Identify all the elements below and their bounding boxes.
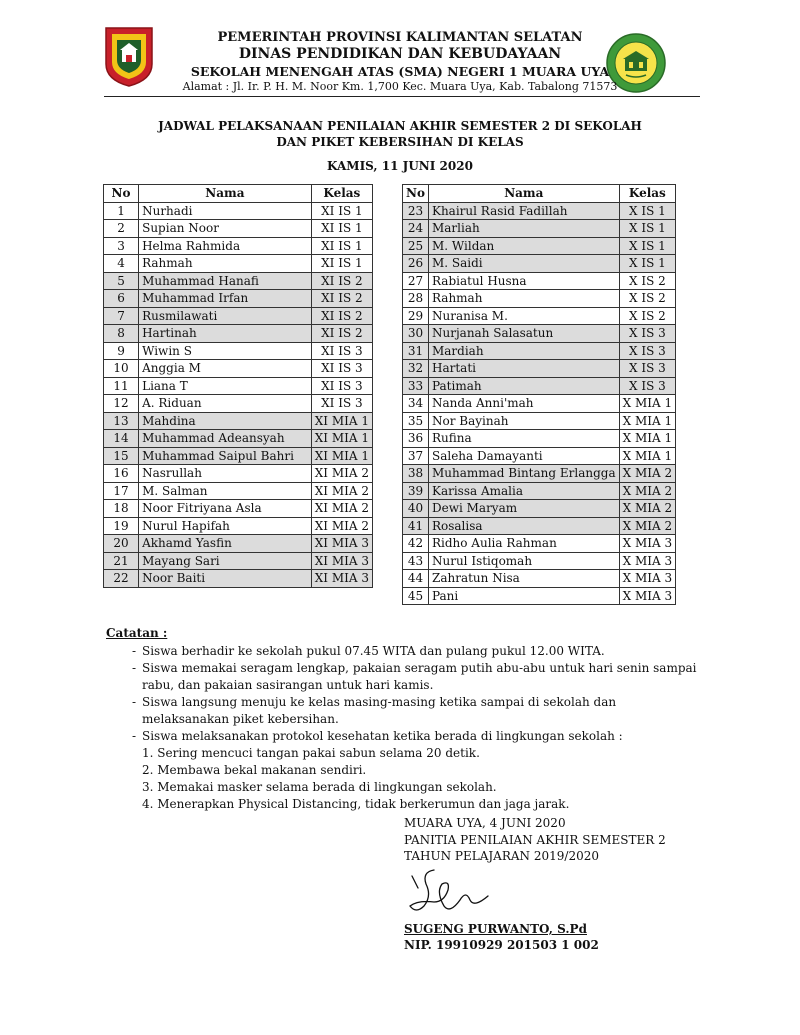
table-row bbox=[403, 290, 676, 308]
table-row bbox=[104, 290, 373, 308]
cell-kelas: XI MIA 1 bbox=[311, 412, 372, 430]
cell-kelas: XI MIA 2 bbox=[311, 500, 372, 518]
signature-place-date: MUARA UYA, 4 JUNI 2020 bbox=[404, 816, 566, 830]
cell-nama: Zahratun Nisa bbox=[428, 570, 619, 588]
cell-kelas: XI IS 3 bbox=[311, 395, 372, 413]
cell-no: 21 bbox=[104, 552, 139, 570]
table-row bbox=[104, 307, 373, 325]
header-address: Alamat : Jl. Ir. P. H. M. Noor Km. 1,700 Kec. Muara Uya, Kab. Tabalong 71573 bbox=[182, 80, 618, 93]
cell-no: 7 bbox=[104, 307, 139, 325]
cell-kelas: X MIA 2 bbox=[619, 482, 676, 500]
cell-no: 12 bbox=[104, 395, 139, 413]
cell-no: 41 bbox=[403, 517, 429, 535]
cell-no: 29 bbox=[403, 307, 429, 325]
cell-no: 34 bbox=[403, 395, 429, 413]
protocol-item: 1. Sering mencuci tangan pakai sabun selama 20 detik. bbox=[142, 746, 480, 760]
cell-nama: Nor Bayinah bbox=[428, 412, 619, 430]
table-row bbox=[403, 202, 676, 220]
table-row bbox=[104, 482, 373, 500]
table-row bbox=[403, 482, 676, 500]
cell-nama: Dewi Maryam bbox=[428, 500, 619, 518]
cell-no: 4 bbox=[104, 255, 139, 273]
cell-no: 14 bbox=[104, 430, 139, 448]
cell-kelas: X IS 1 bbox=[619, 202, 676, 220]
cell-no: 31 bbox=[403, 342, 429, 360]
table-row bbox=[403, 535, 676, 553]
protocol-item: 2. Membawa bekal makanan sendiri. bbox=[142, 763, 367, 777]
cell-nama: Muhammad Bintang Erlangga bbox=[428, 465, 619, 483]
cell-no: 1 bbox=[104, 202, 139, 220]
cell-kelas: X IS 2 bbox=[619, 272, 676, 290]
table-row bbox=[104, 517, 373, 535]
cell-kelas: XI MIA 3 bbox=[311, 570, 372, 588]
cell-no: 16 bbox=[104, 465, 139, 483]
table-row bbox=[104, 202, 373, 220]
cell-nama: M. Wildan bbox=[428, 237, 619, 255]
cell-no: 13 bbox=[104, 412, 139, 430]
table-row bbox=[104, 255, 373, 273]
table-row bbox=[104, 500, 373, 518]
cell-no: 33 bbox=[403, 377, 429, 395]
table-row bbox=[403, 220, 676, 238]
cell-no: 35 bbox=[403, 412, 429, 430]
cell-no: 27 bbox=[403, 272, 429, 290]
table-row bbox=[403, 517, 676, 535]
cell-nama: Khairul Rasid Fadillah bbox=[428, 202, 619, 220]
cell-no: 26 bbox=[403, 255, 429, 273]
cell-no: 2 bbox=[104, 220, 139, 238]
cell-nama: Nurul Hapifah bbox=[139, 517, 312, 535]
cell-no: 45 bbox=[403, 587, 429, 605]
cell-nama: Rahmah bbox=[428, 290, 619, 308]
cell-nama: Noor Baiti bbox=[139, 570, 312, 588]
column-header-no: No bbox=[104, 185, 139, 203]
cell-nama: Mahdina bbox=[139, 412, 312, 430]
cell-no: 5 bbox=[104, 272, 139, 290]
cell-nama: Akhamd Yasfin bbox=[139, 535, 312, 553]
cell-kelas: XI MIA 1 bbox=[311, 430, 372, 448]
cell-no: 11 bbox=[104, 377, 139, 395]
protocol-item: 3. Memakai masker selama berada di lingkungan sekolah. bbox=[142, 780, 497, 794]
cell-kelas: XI IS 1 bbox=[311, 202, 372, 220]
cell-no: 38 bbox=[403, 465, 429, 483]
cell-nama: Muhammad Hanafi bbox=[139, 272, 312, 290]
cell-no: 3 bbox=[104, 237, 139, 255]
signature-year: TAHUN PELAJARAN 2019/2020 bbox=[404, 849, 599, 863]
cell-no: 39 bbox=[403, 482, 429, 500]
cell-kelas: X IS 3 bbox=[619, 342, 676, 360]
cell-nama: Nurjanah Salasatun bbox=[428, 325, 619, 343]
schedule-date: KAMIS, 11 JUNI 2020 bbox=[327, 159, 473, 173]
cell-no: 17 bbox=[104, 482, 139, 500]
cell-kelas: X IS 1 bbox=[619, 237, 676, 255]
note-item: - Siswa memakai seragam lengkap, pakaian seragam putih abu-abu untuk hari senin sampai rabu, dan pakaian sasirangan untuk hari kamis. bbox=[132, 661, 697, 692]
cell-kelas: XI MIA 3 bbox=[311, 552, 372, 570]
cell-no: 24 bbox=[403, 220, 429, 238]
protocol-item: 4. Menerapkan Physical Distancing, tidak berkerumun dan jaga jarak. bbox=[142, 797, 570, 811]
cell-kelas: X IS 3 bbox=[619, 360, 676, 378]
signature-committee: PANITIA PENILAIAN AKHIR SEMESTER 2 bbox=[404, 832, 666, 847]
signature-block bbox=[404, 815, 666, 865]
cell-no: 18 bbox=[104, 500, 139, 518]
cell-kelas: X IS 1 bbox=[619, 220, 676, 238]
cell-nama: Wiwin S bbox=[139, 342, 312, 360]
table-row bbox=[104, 465, 373, 483]
note-item: - Siswa berhadir ke sekolah pukul 07.45 WITA dan pulang pukul 12.00 WITA. bbox=[132, 644, 605, 658]
cell-kelas: XI MIA 2 bbox=[311, 482, 372, 500]
cell-nama: Hartati bbox=[428, 360, 619, 378]
cell-kelas: X MIA 1 bbox=[619, 447, 676, 465]
student-table-right bbox=[402, 184, 676, 605]
table-row bbox=[104, 412, 373, 430]
cell-no: 9 bbox=[104, 342, 139, 360]
cell-nama: Muhammad Irfan bbox=[139, 290, 312, 308]
signatory-nip: NIP. 19910929 201503 1 002 bbox=[404, 938, 599, 952]
cell-kelas: X MIA 3 bbox=[619, 570, 676, 588]
cell-nama: Liana T bbox=[139, 377, 312, 395]
cell-no: 10 bbox=[104, 360, 139, 378]
cell-nama: Nurhadi bbox=[139, 202, 312, 220]
cell-kelas: X MIA 3 bbox=[619, 587, 676, 605]
cell-no: 8 bbox=[104, 325, 139, 343]
column-header-kelas: Kelas bbox=[619, 185, 676, 203]
cell-kelas: XI IS 1 bbox=[311, 220, 372, 238]
cell-kelas: X MIA 2 bbox=[619, 500, 676, 518]
cell-nama: Nuranisa M. bbox=[428, 307, 619, 325]
cell-kelas: XI IS 2 bbox=[311, 325, 372, 343]
note-text: Siswa melaksanakan protokol kesehatan ketika berada di lingkungan sekolah : bbox=[142, 729, 623, 743]
cell-kelas: X IS 3 bbox=[619, 377, 676, 395]
table-row bbox=[104, 220, 373, 238]
table-row bbox=[104, 552, 373, 570]
cell-nama: M. Saidi bbox=[428, 255, 619, 273]
cell-kelas: XI MIA 1 bbox=[311, 447, 372, 465]
header-divider bbox=[104, 96, 700, 97]
table-row bbox=[403, 395, 676, 413]
note-text: Siswa berhadir ke sekolah pukul 07.45 WITA dan pulang pukul 12.00 WITA. bbox=[142, 644, 605, 658]
cell-no: 42 bbox=[403, 535, 429, 553]
note-item: - Siswa melaksanakan protokol kesehatan ketika berada di lingkungan sekolah : bbox=[132, 729, 623, 743]
table-row bbox=[403, 430, 676, 448]
cell-nama: Pani bbox=[428, 587, 619, 605]
cell-kelas: X MIA 1 bbox=[619, 430, 676, 448]
cell-kelas: XI IS 2 bbox=[311, 272, 372, 290]
table-row bbox=[403, 325, 676, 343]
cell-kelas: XI IS 2 bbox=[311, 307, 372, 325]
column-header-nama: Nama bbox=[139, 185, 312, 203]
table-row bbox=[104, 395, 373, 413]
header-government: PEMERINTAH PROVINSI KALIMANTAN SELATAN bbox=[217, 30, 583, 45]
cell-no: 44 bbox=[403, 570, 429, 588]
table-row bbox=[403, 570, 676, 588]
table-row bbox=[403, 552, 676, 570]
header-school: SEKOLAH MENENGAH ATAS (SMA) NEGERI 1 MUARA UYA bbox=[190, 64, 610, 79]
note-text: Siswa langsung menuju ke kelas masing-masing ketika sampai di sekolah dan melaksanakan piket kebersihan. bbox=[142, 695, 617, 726]
cell-nama: Rosalisa bbox=[428, 517, 619, 535]
cell-nama: Supian Noor bbox=[139, 220, 312, 238]
cell-no: 22 bbox=[104, 570, 139, 588]
cell-no: 37 bbox=[403, 447, 429, 465]
student-table-left bbox=[103, 184, 373, 588]
cell-kelas: XI MIA 2 bbox=[311, 465, 372, 483]
column-header-nama: Nama bbox=[428, 185, 619, 203]
table-row bbox=[403, 255, 676, 273]
cell-no: 15 bbox=[104, 447, 139, 465]
cell-nama: Muhammad Saipul Bahri bbox=[139, 447, 312, 465]
cell-nama: Ridho Aulia Rahman bbox=[428, 535, 619, 553]
cell-nama: Saleha Damayanti bbox=[428, 447, 619, 465]
table-row bbox=[104, 342, 373, 360]
table-row bbox=[104, 447, 373, 465]
signatory-name: SUGENG PURWANTO, S.Pd bbox=[404, 922, 587, 936]
table-row bbox=[403, 447, 676, 465]
cell-no: 20 bbox=[104, 535, 139, 553]
cell-kelas: XI MIA 2 bbox=[311, 517, 372, 535]
cell-kelas: XI IS 1 bbox=[311, 255, 372, 273]
table-row bbox=[403, 307, 676, 325]
table-row bbox=[104, 377, 373, 395]
cell-nama: Mayang Sari bbox=[139, 552, 312, 570]
cell-nama: Marliah bbox=[428, 220, 619, 238]
cell-no: 30 bbox=[403, 325, 429, 343]
table-row bbox=[403, 377, 676, 395]
cell-kelas: XI IS 2 bbox=[311, 290, 372, 308]
table-row bbox=[104, 570, 373, 588]
table-row bbox=[104, 360, 373, 378]
table-row bbox=[403, 360, 676, 378]
cell-no: 32 bbox=[403, 360, 429, 378]
note-text: Siswa memakai seragam lengkap, pakaian seragam putih abu-abu untuk hari senin sampai rabu, dan pakaian sasirangan untuk hari kamis. bbox=[142, 661, 697, 692]
column-header-no: No bbox=[403, 185, 429, 203]
cell-nama: Patimah bbox=[428, 377, 619, 395]
cell-kelas: X MIA 1 bbox=[619, 412, 676, 430]
cell-nama: Hartinah bbox=[139, 325, 312, 343]
cell-kelas: X IS 3 bbox=[619, 325, 676, 343]
cell-nama: Muhammad Adeansyah bbox=[139, 430, 312, 448]
cell-kelas: XI IS 3 bbox=[311, 360, 372, 378]
cell-kelas: X IS 2 bbox=[619, 290, 676, 308]
notes-title: Catatan : bbox=[106, 626, 168, 640]
cell-no: 25 bbox=[403, 237, 429, 255]
cell-nama: Nasrullah bbox=[139, 465, 312, 483]
cell-kelas: XI MIA 3 bbox=[311, 535, 372, 553]
cell-kelas: X MIA 2 bbox=[619, 465, 676, 483]
cell-no: 23 bbox=[403, 202, 429, 220]
table-row bbox=[104, 272, 373, 290]
table-row bbox=[104, 535, 373, 553]
cell-kelas: XI IS 1 bbox=[311, 237, 372, 255]
table-row bbox=[104, 237, 373, 255]
cell-nama: Anggia M bbox=[139, 360, 312, 378]
cell-kelas: X MIA 2 bbox=[619, 517, 676, 535]
handwritten-signature-icon bbox=[404, 866, 504, 920]
table-row bbox=[403, 465, 676, 483]
cell-kelas: X MIA 1 bbox=[619, 395, 676, 413]
cell-kelas: XI IS 3 bbox=[311, 342, 372, 360]
cell-kelas: XI IS 3 bbox=[311, 377, 372, 395]
cell-nama: A. Riduan bbox=[139, 395, 312, 413]
cell-nama: Mardiah bbox=[428, 342, 619, 360]
table-row bbox=[104, 325, 373, 343]
cell-no: 6 bbox=[104, 290, 139, 308]
cell-no: 19 bbox=[104, 517, 139, 535]
column-header-kelas: Kelas bbox=[311, 185, 372, 203]
cell-no: 28 bbox=[403, 290, 429, 308]
cell-kelas: X MIA 3 bbox=[619, 552, 676, 570]
cell-nama: Noor Fitriyana Asla bbox=[139, 500, 312, 518]
table-row bbox=[104, 430, 373, 448]
cell-nama: Nurul Istiqomah bbox=[428, 552, 619, 570]
cell-nama: Nanda Anni'mah bbox=[428, 395, 619, 413]
cell-nama: Karissa Amalia bbox=[428, 482, 619, 500]
cell-no: 43 bbox=[403, 552, 429, 570]
header-department: DINAS PENDIDIKAN DAN KEBUDAYAAN bbox=[238, 46, 562, 62]
table-row bbox=[403, 342, 676, 360]
cell-kelas: X IS 2 bbox=[619, 307, 676, 325]
cell-nama: Rusmilawati bbox=[139, 307, 312, 325]
schedule-title: JADWAL PELAKSANAAN PENILAIAN AKHIR SEMESTER 2 DI SEKOLAH bbox=[158, 119, 642, 133]
table-row bbox=[403, 500, 676, 518]
table-row bbox=[403, 272, 676, 290]
cell-kelas: X MIA 3 bbox=[619, 535, 676, 553]
cell-nama: M. Salman bbox=[139, 482, 312, 500]
cell-nama: Rufina bbox=[428, 430, 619, 448]
table-row bbox=[403, 237, 676, 255]
notes-section bbox=[106, 626, 706, 813]
cell-no: 36 bbox=[403, 430, 429, 448]
cell-nama: Rabiatul Husna bbox=[428, 272, 619, 290]
cell-nama: Rahmah bbox=[139, 255, 312, 273]
table-row bbox=[403, 587, 676, 605]
cell-nama: Helma Rahmida bbox=[139, 237, 312, 255]
note-item: - Siswa langsung menuju ke kelas masing-masing ketika sampai di sekolah dan melaksanakan piket kebersihan. bbox=[132, 695, 617, 726]
cell-kelas: X IS 1 bbox=[619, 255, 676, 273]
cell-no: 40 bbox=[403, 500, 429, 518]
schedule-subtitle: DAN PIKET KEBERSIHAN DI KELAS bbox=[276, 135, 524, 149]
table-row bbox=[403, 412, 676, 430]
